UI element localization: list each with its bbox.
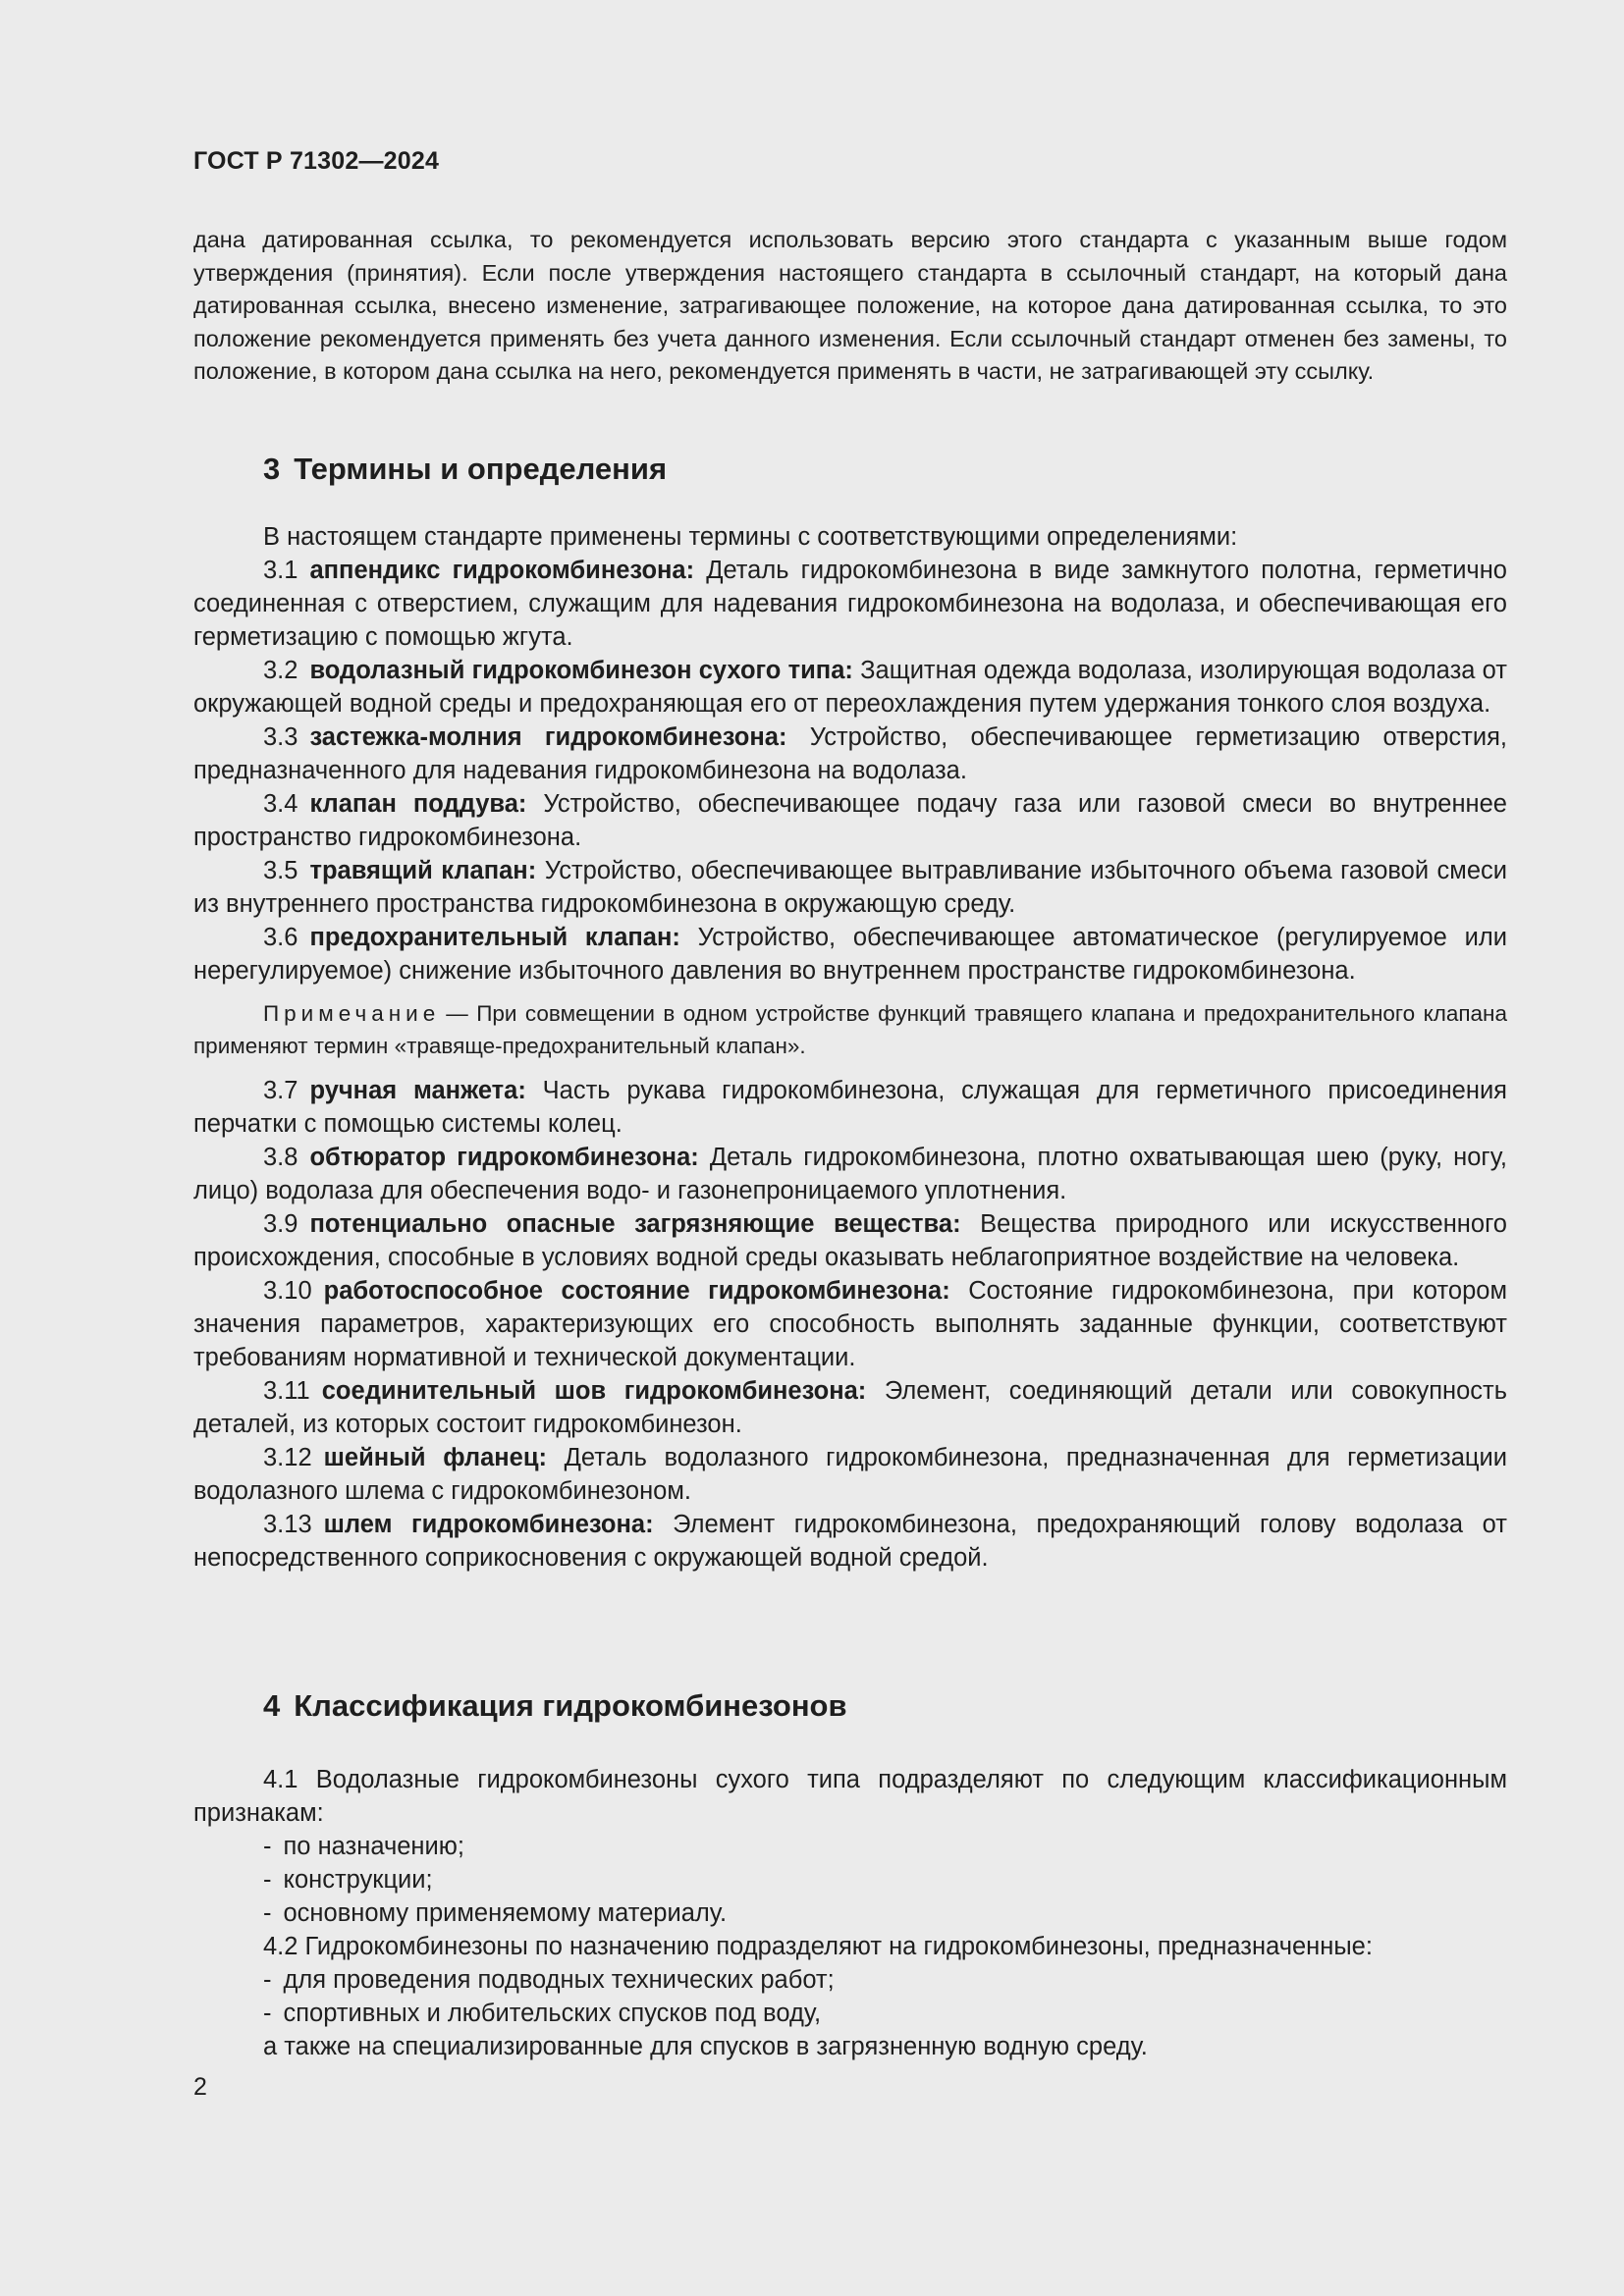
term-definition: Устройство, обеспечивающее вытравливание избыточного объема газовой смеси из внутреннего пространства гидрокомбинезона в окружающую среду. bbox=[193, 857, 1508, 918]
term-3-4 bbox=[193, 787, 1507, 854]
clause-4-2: 4.2 Гидрокомбинезоны по назначению подразделяют на гидрокомбинезоны, предназначенные: bbox=[263, 1933, 1373, 1960]
term-title: соединительный шов гидрокомбинезона: bbox=[321, 1377, 867, 1405]
term-number: 3.9 bbox=[263, 1210, 298, 1238]
term-3-9 bbox=[193, 1207, 1507, 1274]
list-dash: - bbox=[263, 2000, 272, 2027]
term-definition: Элемент гидрокомбинезона, предохраняющий голову водолаза от непосредственного соприкосновения с окружающей водной средой. bbox=[193, 1511, 1507, 1572]
term-title: шлем гидрокомбинезона: bbox=[323, 1511, 654, 1538]
list-dash: - bbox=[263, 1866, 272, 1894]
term-title: клапан поддува: bbox=[309, 790, 527, 818]
term-number: 3.1 bbox=[263, 557, 298, 584]
term-number: 3.6 bbox=[263, 924, 298, 951]
list-dash: - bbox=[263, 1833, 272, 1860]
term-definition: Вещества природного или искусственного происхождения, способные в условиях водной среды оказывать неблагоприятное воздействие на человека. bbox=[193, 1210, 1507, 1271]
term-3-1 bbox=[193, 554, 1507, 654]
term-title: работоспособное состояние гидрокомбинезона: bbox=[323, 1277, 950, 1305]
term-number: 3.2 bbox=[263, 657, 298, 684]
term-title: обтюратор гидрокомбинезона: bbox=[309, 1144, 699, 1171]
section-3-body bbox=[193, 520, 1507, 1575]
note-label: Примечание bbox=[263, 1001, 441, 1026]
section-4-body bbox=[193, 1763, 1507, 2063]
term-title: водолазный гидрокомбинезон сухого типа: bbox=[309, 657, 853, 684]
term-number: 3.7 bbox=[263, 1077, 298, 1104]
term-title: шейный фланец: bbox=[323, 1444, 548, 1471]
list-item bbox=[193, 1997, 1507, 2030]
section-3-heading bbox=[263, 452, 667, 487]
term-3-2 bbox=[193, 654, 1507, 721]
section-3-title: Термины и определения bbox=[294, 452, 668, 486]
term-number: 3.11 bbox=[263, 1377, 310, 1405]
note bbox=[193, 997, 1507, 1062]
term-title: предохранительный клапан: bbox=[309, 924, 680, 951]
term-title: травящий клапан: bbox=[309, 857, 537, 884]
page-number: 2 bbox=[193, 2073, 207, 2101]
term-number: 3.12 bbox=[263, 1444, 312, 1471]
term-3-3 bbox=[193, 721, 1507, 787]
term-number: 3.13 bbox=[263, 1511, 312, 1538]
term-definition: Деталь гидрокомбинезона, плотно охватывающая шею (руку, ногу, лицо) водолаза для обеспечения водо- и газонепроницаемого уплотнения. bbox=[193, 1144, 1508, 1204]
list-dash: - bbox=[263, 1899, 272, 1927]
term-number: 3.5 bbox=[263, 857, 298, 884]
intro-paragraph: дана датированная ссылка, то рекомендуется использовать версию этого стандарта с указанным выше годом утверждения (принятия). Если после утверждения настоящего стандарта в ссылочный стандарт, на который дана датированная ссылка, внесено изменение, затрагивающее положение, на которое дана датированная ссылка, то это положение рекомендуется применять без учета данного изменения. Если ссылочный стандарт отменен без замены, то положение, в котором дана ссылка на него, рекомендуется применять в части, не затрагивающей эту ссылку. bbox=[193, 227, 1507, 384]
term-3-10 bbox=[193, 1274, 1507, 1374]
term-definition: Элемент, соединяющий детали или совокупность деталей, из которых состоит гидрокомбинезон. bbox=[193, 1377, 1507, 1438]
term-title: застежка-молния гидрокомбинезона: bbox=[309, 723, 787, 751]
list-item-text: основному применяемому материалу. bbox=[283, 1899, 728, 1927]
list-item bbox=[193, 1830, 1507, 1863]
term-definition: Защитная одежда водолаза, изолирующая водолаза от окружающей водной среды и предохраняющая его от переохлаждения путем удержания тонкого слоя воздуха. bbox=[193, 657, 1507, 718]
term-definition: Устройство, обеспечивающее подачу газа или газовой смеси во внутреннее пространство гидрокомбинезона. bbox=[193, 790, 1507, 851]
list-item bbox=[193, 1963, 1507, 1997]
term-definition: Состояние гидрокомбинезона, при котором значения параметров, характеризующих его способность выполнять заданные функции, соответствуют требованиям нормативной и технической документации. bbox=[193, 1277, 1507, 1371]
term-3-6 bbox=[193, 921, 1507, 988]
list-item-text: конструкции; bbox=[283, 1866, 433, 1894]
term-number: 3.10 bbox=[263, 1277, 312, 1305]
term-definition: Деталь водолазного гидрокомбинезона, предназначенная для герметизации водолазного шлема с гидрокомбинезоном. bbox=[193, 1444, 1507, 1505]
list-item bbox=[193, 1863, 1507, 1896]
term-3-11 bbox=[193, 1374, 1507, 1441]
term-3-13 bbox=[193, 1508, 1507, 1575]
list-item bbox=[193, 1896, 1507, 1930]
term-title: ручная манжета: bbox=[309, 1077, 526, 1104]
term-number: 3.8 bbox=[263, 1144, 298, 1171]
document-header: ГОСТ Р 71302—2024 bbox=[193, 147, 440, 175]
section-4-title: Классификация гидрокомбинезонов bbox=[294, 1688, 847, 1723]
term-definition: Устройство, обеспечивающее автоматическое (регулируемое или нерегулируемое) снижение избыточного давления во внутреннем пространстве гидрокомбинезона. bbox=[193, 924, 1507, 985]
list-item-text: спортивных и любительских спусков под воду, bbox=[283, 2000, 822, 2027]
term-title: аппендикс гидрокомбинезона: bbox=[309, 557, 695, 584]
term-title: потенциально опасные загрязняющие вещества: bbox=[309, 1210, 961, 1238]
term-3-8 bbox=[193, 1141, 1507, 1207]
clause-4-1: 4.1 Водолазные гидрокомбинезоны сухого типа подразделяют по следующим классификационным признакам: bbox=[193, 1766, 1507, 1827]
term-definition: Устройство, обеспечивающее герметизацию отверстия, предназначенного для надевания гидрокомбинезона на водолаза. bbox=[193, 723, 1507, 784]
term-3-12 bbox=[193, 1441, 1507, 1508]
clause-4-2-continuation: а также на специализированные для спусков в загрязненную водную среду. bbox=[263, 2033, 1148, 2060]
term-definition: Часть рукава гидрокомбинезона, служащая для герметичного присоединения перчатки с помощью системы колец. bbox=[193, 1077, 1507, 1138]
term-definition: Деталь гидрокомбинезона в виде замкнутого полотна, герметично соединенная с отверстием, служащим для надевания гидрокомбинезона на водолаза, и обеспечивающая его герметизацию с помощью жгута. bbox=[193, 557, 1507, 651]
term-number: 3.3 bbox=[263, 723, 298, 751]
section-3-number: 3 bbox=[263, 452, 281, 486]
section-4-number: 4 bbox=[263, 1688, 281, 1723]
list-item-text: для проведения подводных технических работ; bbox=[283, 1966, 835, 1994]
list-item-text: по назначению; bbox=[283, 1833, 464, 1860]
list-dash: - bbox=[263, 1966, 272, 1994]
term-3-5 bbox=[193, 854, 1507, 921]
section-4-heading bbox=[263, 1688, 847, 1724]
term-number: 3.4 bbox=[263, 790, 298, 818]
note-text: — При совмещении в одном устройстве функций травящего клапана и предохранительного клапана применяют термин «травяще-предохранительный клапан». bbox=[193, 1001, 1507, 1058]
section-3-lead: В настоящем стандарте применены термины с соответствующими определениями: bbox=[263, 523, 1238, 551]
term-3-7 bbox=[193, 1074, 1507, 1141]
